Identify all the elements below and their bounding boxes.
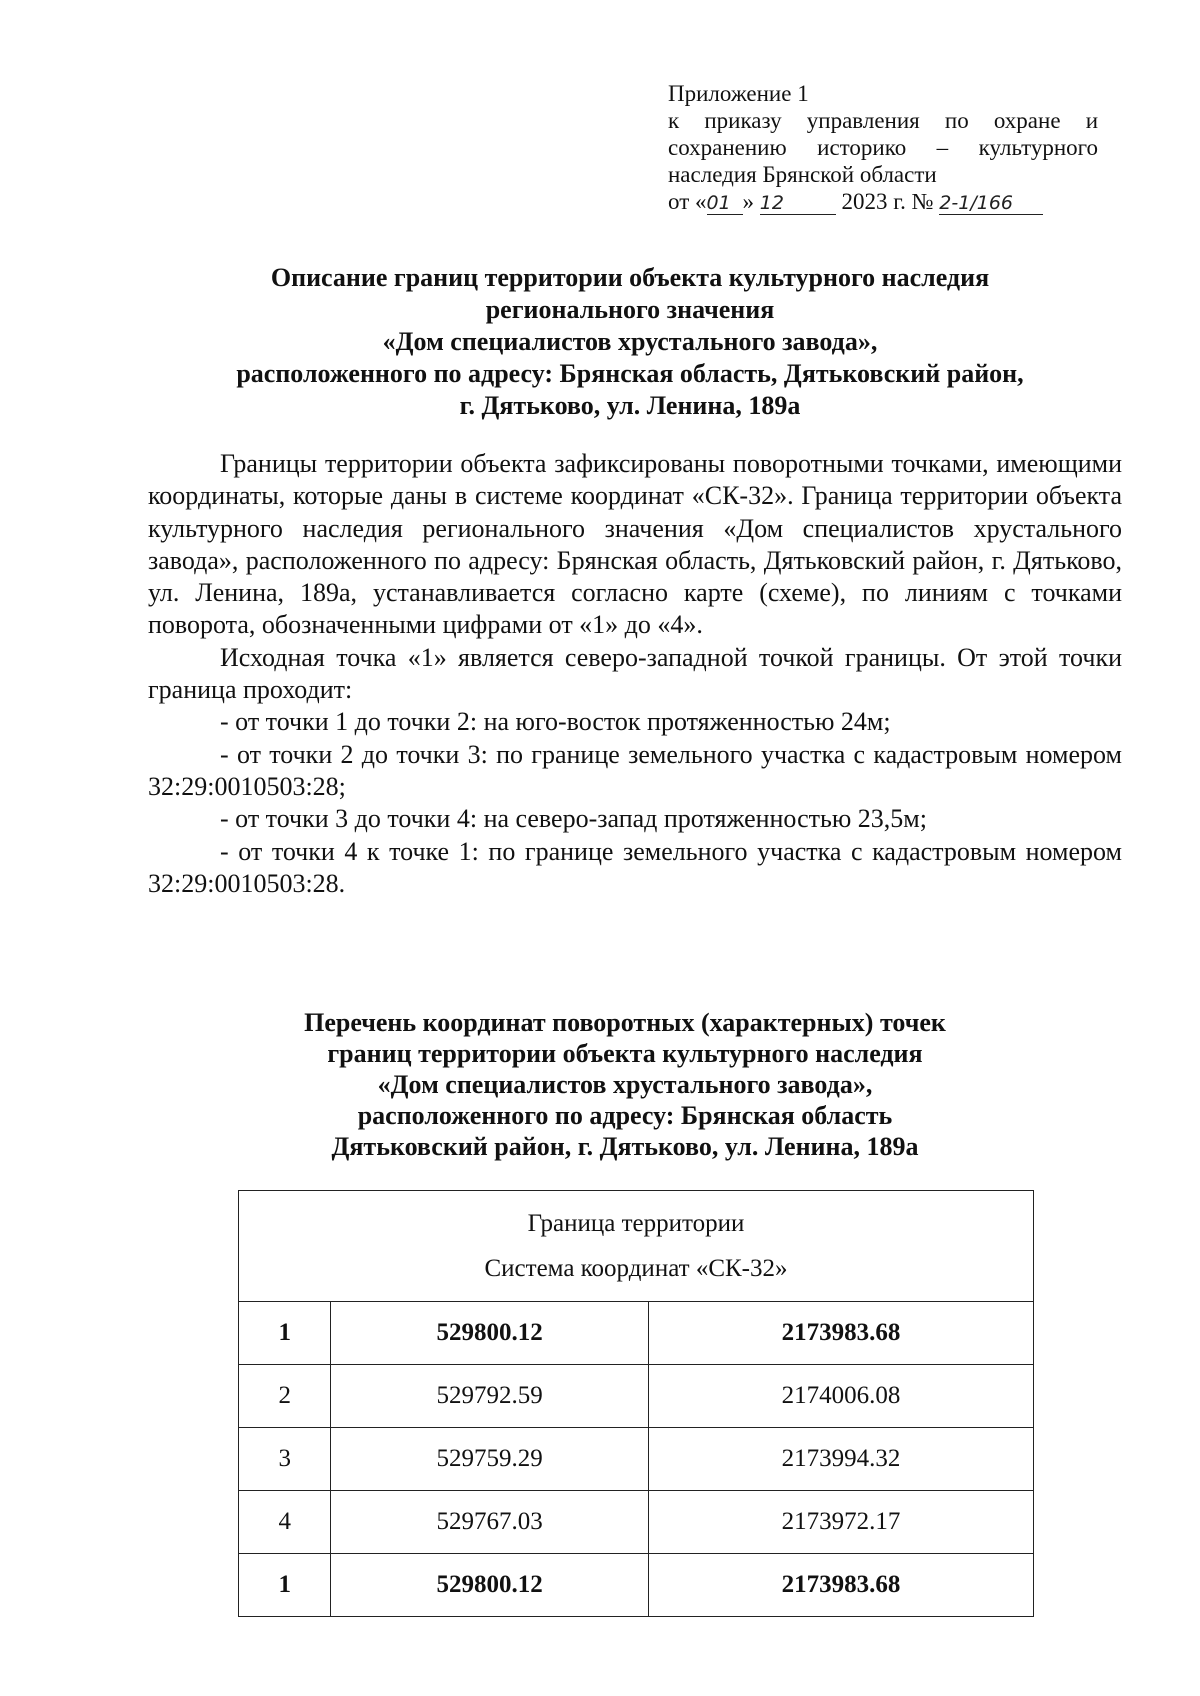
coord-x: 529800.12 xyxy=(331,1302,648,1365)
date-day-handwritten: 01 xyxy=(707,192,743,215)
boundary-segment: - от точки 3 до точки 4: на северо-запад протяженностью 23,5м; xyxy=(220,804,927,834)
point-number: 2 xyxy=(239,1365,331,1428)
appendix-order-line: наследия Брянской области xyxy=(668,162,937,187)
coord-y: 2173972.17 xyxy=(648,1491,1033,1554)
point-number: 4 xyxy=(239,1491,331,1554)
body-paragraph: Границы территории объекта зафиксированы поворотными точками, имеющими координаты, которые даны в системе координат «СК-32». Граница территории объекта культурного наследия регионального значения «Дом специалистов хрустального завода», расположенного по адресу: Брянская область, Дятьковский район, г. Дятьково, ул. Ленина, 189а, устанавливается согласно карте (схеме), по линиям с точками поворота, обозначенными цифрами от «1» до «4». xyxy=(148,449,1122,640)
title-line: г. Дятьково, ул. Ленина, 189а xyxy=(459,391,801,420)
date-month-handwritten: 12 xyxy=(760,192,836,215)
boundary-description xyxy=(148,448,1122,900)
date-day-close: » xyxy=(742,189,754,214)
table-header-title: Граница территории xyxy=(527,1210,745,1237)
boundary-segment: - от точки 1 до точки 2: на юго-восток протяженностью 24м; xyxy=(220,707,891,737)
table-row xyxy=(239,1491,1034,1554)
document-title xyxy=(200,262,1060,422)
coord-y: 2173994.32 xyxy=(648,1428,1033,1491)
coord-x: 529792.59 xyxy=(331,1365,648,1428)
date-year-text: 2023 г. № xyxy=(841,189,934,214)
table-header-system: Система координат «СК-32» xyxy=(484,1255,788,1282)
table-row xyxy=(239,1365,1034,1428)
table-header-cell xyxy=(239,1191,1034,1302)
appendix-label: Приложение 1 xyxy=(668,81,809,106)
appendix-date-line xyxy=(668,188,1098,215)
title-line: регионального значения xyxy=(485,295,775,324)
coord-y: 2173983.68 xyxy=(648,1302,1033,1365)
point-number: 3 xyxy=(239,1428,331,1491)
list-title-line: границ территории объекта культурного наследия xyxy=(327,1039,923,1068)
title-line: расположенного по адресу: Брянская область, Дятьковский район, xyxy=(236,359,1024,388)
table-row xyxy=(239,1302,1034,1365)
appendix-order-line: сохранению историко – культурного xyxy=(668,135,1098,160)
list-title-line: Перечень координат поворотных (характерных) точек xyxy=(304,1008,946,1037)
coord-x: 529800.12 xyxy=(331,1554,648,1617)
coordinates-list-title xyxy=(240,1007,1010,1162)
title-line: Описание границ территории объекта культурного наследия xyxy=(270,263,990,292)
date-prefix: от « xyxy=(668,189,707,214)
coord-y: 2173983.68 xyxy=(648,1554,1033,1617)
point-number: 1 xyxy=(239,1302,331,1365)
coord-x: 529759.29 xyxy=(331,1428,648,1491)
list-title-line: расположенного по адресу: Брянская область xyxy=(357,1101,893,1130)
table-row xyxy=(239,1428,1034,1491)
order-number-handwritten: 2-1/166 xyxy=(939,192,1043,215)
coordinates-table xyxy=(238,1190,1034,1617)
body-paragraph: Исходная точка «1» является северо-западной точкой границы. От этой точки граница проходит: xyxy=(148,642,1122,705)
title-line: «Дом специалистов хрустального завода», xyxy=(382,327,878,356)
appendix-order-line: к приказу управления по охране и xyxy=(668,108,1098,133)
list-title-line: «Дом специалистов хрустального завода», xyxy=(377,1070,873,1099)
table-header-row xyxy=(239,1191,1034,1302)
table-row xyxy=(239,1554,1034,1617)
boundary-segment: - от точки 2 до точки 3: по границе земельного участка с кадастровым номером 32:29:0010503:28; xyxy=(148,739,1122,801)
point-number: 1 xyxy=(239,1554,331,1617)
boundary-segment: - от точки 4 к точке 1: по границе земельного участка с кадастровым номером 32:29:0010503:28. xyxy=(148,836,1122,898)
coord-x: 529767.03 xyxy=(331,1491,648,1554)
list-title-line: Дятьковский район, г. Дятьково, ул. Ленина, 189а xyxy=(331,1132,919,1161)
coord-y: 2174006.08 xyxy=(648,1365,1033,1428)
appendix-block xyxy=(668,80,1098,215)
